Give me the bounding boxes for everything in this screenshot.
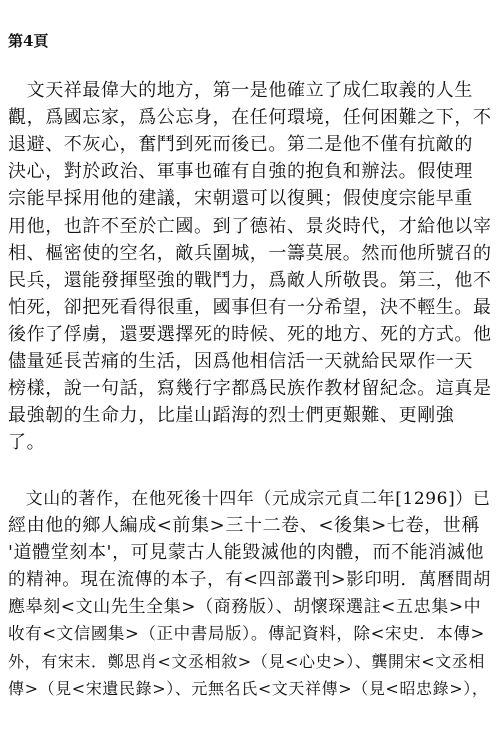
text-line: 用他，也許不至於亡國。到了德祐、景炎時代，才給他以宰	[8, 216, 492, 237]
text-line: 決心，對於政治、軍事也確有自強的抱負和辦法。假使理	[8, 161, 473, 182]
text-line: 文山的著作，在他死後十四年（元成宗元貞二年[1296]）已	[8, 489, 491, 509]
text-line: 後作了俘虜，還要選擇死的時候、死的地方、死的方式。他	[8, 324, 492, 345]
text-line: 傳>（見<宋遺民錄>）、元無名氏<文天祥傳>（見<昭忠錄>），	[8, 679, 489, 698]
text-line: 退避、不灰心，奮鬥到死而後已。第二是他不僅有抗敵的	[8, 134, 473, 155]
text-line: 民兵，還能發揮堅強的戰鬥力，爲敵人所敬畏。第三，他不	[8, 270, 492, 291]
text-line: 儘量延長苦痛的生活，因爲他相信活一天就給民眾作一天	[8, 351, 473, 372]
text-line: 外，有宋末．鄭思肖<文丞相敘>（見<心史>）、龔開宋<文丞相	[8, 652, 486, 671]
text-line: 最強韌的生命力，比崖山蹈海的烈士們更艱難、更剛強	[8, 405, 455, 426]
text-line: 經由他的鄉人編成<前集>三十二卷、<後集>七卷，世稱	[8, 515, 480, 536]
page-number: 第4頁	[8, 32, 49, 50]
text-line: 的精神。現在流傳的本子，有<四部叢刊>影印明．萬曆間胡	[8, 570, 492, 590]
text-line: 榜樣，說一句話，寫幾行字都爲民族作教材留紀念。這真是	[8, 378, 492, 399]
text-line: 收有<文信國集>（正中書局版）。傳記資料，除<宋史．本傳>	[8, 624, 485, 643]
text-line: 怕死，卻把死看得很重，國事但有一分希望，決不輕生。最	[8, 297, 492, 318]
text-line: 應皋刻<文山先生全集>（商務版）、胡懷琛選註<五忠集>中	[8, 597, 482, 617]
text-line: 相、樞密使的空名，敵兵圍城，一籌莫展。然而他所號召的	[8, 243, 492, 264]
text-line: '道體堂刻本'，可見蒙古人能毀滅他的肉體，而不能消滅他	[8, 542, 485, 563]
text-line: 了。	[8, 432, 46, 453]
text-line: 文天祥最偉大的地方，第一是他確立了成仁取義的人生	[8, 80, 473, 101]
text-line: 觀，爲國忘家，爲公忘身，在任何環境，任何困難之下，不	[8, 107, 492, 128]
text-line: 宗能早採用他的建議，宋朝還可以復興；假使度宗能早重	[8, 188, 473, 209]
